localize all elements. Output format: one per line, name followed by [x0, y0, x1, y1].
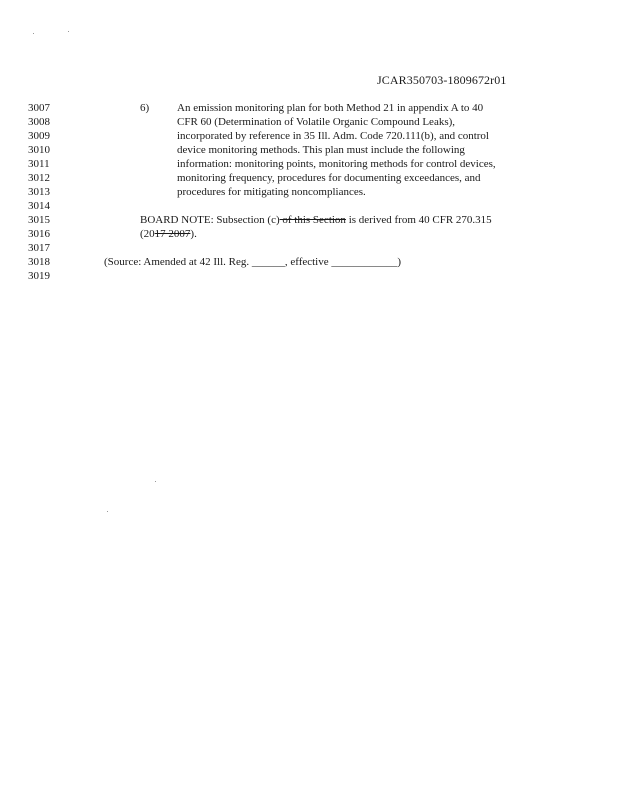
board-note-line2	[140, 227, 197, 241]
document-id: JCAR350703-1809672r01	[377, 73, 507, 87]
item-label: 6)	[140, 102, 150, 114]
board-note	[140, 213, 492, 227]
item-text-line: information: monitoring points, monitoring methods for control devices,	[177, 158, 496, 170]
line-number: 3008	[28, 116, 50, 128]
item-text-line: procedures for mitigating noncompliances.	[177, 186, 366, 198]
line-number: 3009	[28, 130, 50, 142]
line-number: 3017	[28, 242, 50, 254]
board-note-year-suffix: ).	[190, 228, 197, 240]
scan-speck	[155, 481, 156, 482]
line-number: 3010	[28, 144, 50, 156]
board-note-prefix: BOARD NOTE: Subsection (c)	[140, 214, 280, 226]
scan-speck	[68, 31, 69, 32]
line-number: 3019	[28, 270, 50, 282]
line-number: 3007	[28, 102, 50, 114]
source-note: (Source: Amended at 42 Ill. Reg. ______, effective ____________)	[104, 256, 402, 268]
board-note-year-deleted: 17 2007	[154, 228, 191, 240]
line-number: 3011	[28, 158, 50, 170]
item-text-line: CFR 60 (Determination of Volatile Organic Compound Leaks),	[177, 116, 456, 128]
line-number: 3013	[28, 186, 50, 198]
item-text-line: incorporated by reference in 35 Ill. Adm. Code 720.111(b), and control	[177, 130, 489, 142]
item-text-line: monitoring frequency, procedures for documenting exceedances, and	[177, 172, 481, 184]
scan-speck	[107, 511, 108, 512]
item-text-line: An emission monitoring plan for both Method 21 in appendix A to 40	[177, 102, 484, 114]
line-number: 3016	[28, 228, 50, 240]
scan-speck	[33, 33, 34, 34]
item-text-line: device monitoring methods. This plan must include the following	[177, 144, 465, 156]
board-note-suffix: is derived from 40 CFR 270.315	[345, 214, 492, 226]
line-number: 3018	[28, 256, 50, 268]
line-number: 3012	[28, 172, 50, 184]
line-number: 3014	[28, 200, 50, 212]
line-number: 3015	[28, 214, 50, 226]
board-note-year-prefix: (20	[140, 228, 155, 240]
board-note-deleted-text: of this Section	[279, 214, 346, 226]
